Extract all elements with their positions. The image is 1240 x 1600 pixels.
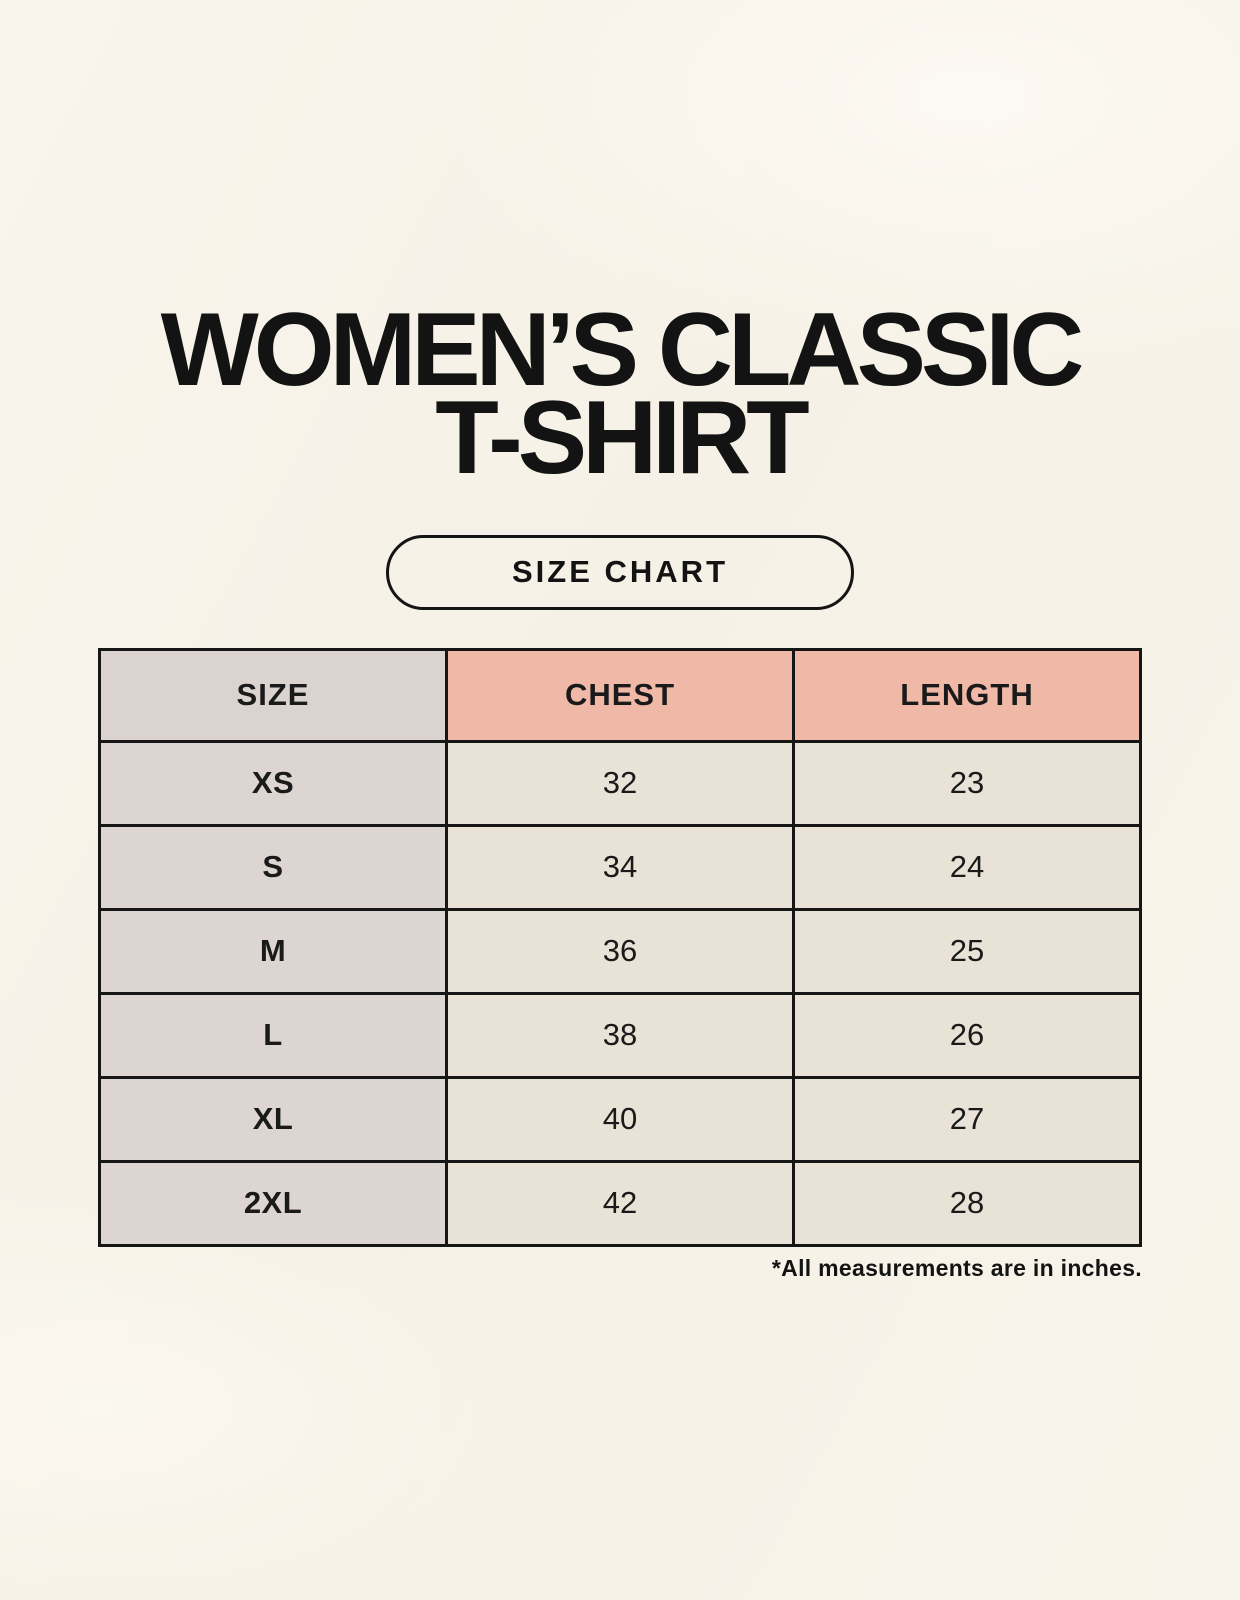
- table-header-row: [100, 649, 1141, 741]
- table-row: [100, 1077, 1141, 1161]
- length-value: 26: [794, 993, 1141, 1077]
- column-header-length: LENGTH: [794, 649, 1141, 741]
- chest-value: 36: [447, 909, 794, 993]
- chest-value: 38: [447, 993, 794, 1077]
- size-chart-badge: [386, 535, 854, 610]
- length-value: 27: [794, 1077, 1141, 1161]
- size-label: L: [100, 993, 447, 1077]
- chest-value: 42: [447, 1161, 794, 1245]
- title-line-1: WOMEN’S CLASSIC: [160, 292, 1080, 408]
- chest-value: 40: [447, 1077, 794, 1161]
- size-label: XL: [100, 1077, 447, 1161]
- column-header-size: SIZE: [100, 649, 447, 741]
- size-label: XS: [100, 741, 447, 825]
- measurement-note: *All measurements are in inches.: [771, 1254, 1142, 1281]
- size-table: [98, 648, 1142, 1247]
- table-row: [100, 741, 1141, 825]
- length-value: 25: [794, 909, 1141, 993]
- length-value: 23: [794, 741, 1141, 825]
- table-row: [100, 1161, 1141, 1245]
- table-row: [100, 909, 1141, 993]
- size-label: S: [100, 825, 447, 909]
- table-row: [100, 825, 1141, 909]
- column-header-chest: CHEST: [447, 649, 794, 741]
- size-chart-badge-label: SIZE CHART: [512, 554, 728, 590]
- size-label: 2XL: [100, 1161, 447, 1245]
- chest-value: 34: [447, 825, 794, 909]
- title-line-2: T-SHIRT: [435, 380, 805, 497]
- length-value: 28: [794, 1161, 1141, 1245]
- table-row: [100, 993, 1141, 1077]
- chest-value: 32: [447, 741, 794, 825]
- page-title: [0, 0, 1240, 497]
- length-value: 24: [794, 825, 1141, 909]
- size-label: M: [100, 909, 447, 993]
